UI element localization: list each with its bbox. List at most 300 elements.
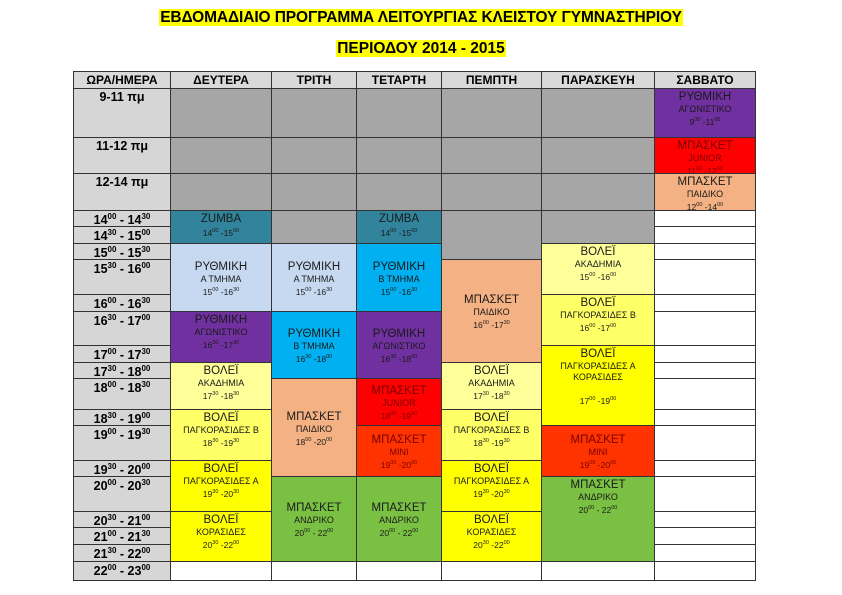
to-minute: 30 — [233, 286, 240, 293]
time-slot — [73, 378, 171, 410]
dash: - — [116, 530, 128, 545]
start-hour: 14 — [93, 213, 108, 227]
from-minute: 00 — [389, 528, 396, 535]
activity-group: MINI — [588, 447, 608, 458]
to-hour: 22 — [601, 504, 612, 515]
empty-slot — [356, 561, 442, 581]
activity-block[interactable] — [356, 378, 442, 426]
from-hour: 14 — [380, 227, 391, 238]
dash: - — [488, 488, 495, 499]
from-hour: 18 — [295, 436, 306, 447]
start-hour: 16 — [93, 297, 108, 312]
activity-name: ΒΟΛΕΪ — [580, 348, 616, 360]
end-hour: 18 — [127, 381, 142, 396]
end-minute: 30 — [141, 212, 151, 221]
start-minute: 30 — [107, 261, 117, 270]
end-hour: 17 — [127, 348, 142, 363]
dash: - — [594, 504, 602, 515]
activity-block[interactable] — [170, 210, 272, 244]
activity-block[interactable] — [170, 409, 272, 461]
to-minute: 00 — [716, 166, 723, 172]
from-hour: 18 — [202, 437, 213, 448]
activity-block[interactable] — [170, 460, 272, 512]
from-minute: 30 — [212, 391, 219, 397]
to-hour: 16 — [316, 286, 327, 297]
activity-group: ΠΑΙΔΙΚΟ — [295, 423, 333, 434]
empty-slot — [170, 561, 272, 581]
time-label — [94, 563, 151, 578]
column-header-3: ΤΕΤΑΡΤΗ — [356, 71, 442, 89]
end-minute: 30 — [141, 245, 151, 254]
to-minute: 00 — [610, 323, 617, 329]
activity-time — [473, 436, 509, 448]
time-slot — [73, 425, 171, 461]
to-hour: 16 — [223, 286, 234, 297]
activity-block[interactable] — [541, 425, 655, 477]
activity-time — [296, 285, 332, 297]
dash: - — [116, 463, 128, 477]
to-hour: 20 — [223, 488, 234, 499]
to-hour: 16 — [401, 286, 412, 297]
activity-name: ΡΥΘΜΙΚΗ — [194, 314, 248, 326]
start-minute: 30 — [107, 313, 117, 322]
activity-name: ZUMBA — [200, 213, 242, 225]
activity-block[interactable] — [541, 476, 655, 562]
to-minute: 00 — [411, 460, 418, 467]
to-minute: 30 — [503, 391, 510, 397]
dash: - — [488, 390, 495, 401]
activity-group: Β ΤΜΗΜΑ — [293, 341, 335, 352]
from-minute: 30 — [212, 438, 219, 444]
activity-time — [381, 458, 417, 470]
time-slot — [73, 226, 171, 244]
from-minute: 00 — [390, 460, 397, 467]
end-hour: 19 — [127, 428, 142, 443]
activity-group: ΠΑΙΔΙΚΟ — [473, 307, 510, 318]
activity-time — [473, 389, 509, 401]
activity-group: ΠΑΓΚΟΡΑΣΙΔΕΣ Β — [560, 310, 636, 320]
start-hour: 19 — [93, 463, 108, 477]
to-minute: 30 — [233, 489, 240, 495]
activity-time — [473, 538, 509, 550]
end-hour: 16 — [127, 262, 142, 277]
activity-time — [473, 318, 509, 330]
to-minute: 30 — [411, 286, 418, 293]
activity-name: ΒΟΛΕΪ — [580, 246, 616, 258]
from-minute: 00 — [304, 528, 311, 535]
from-hour: 16 — [202, 339, 213, 350]
empty-slot — [441, 561, 542, 581]
to-hour: 22 — [494, 539, 504, 550]
dash: - — [311, 286, 317, 297]
to-minute: 30 — [233, 340, 240, 346]
column-header-0: ΩΡΑ/ΗΜΕΡΑ — [73, 71, 171, 89]
activity-block[interactable] — [441, 511, 542, 562]
dash: - — [116, 479, 128, 494]
dash: - — [396, 353, 402, 364]
activity-block[interactable] — [271, 311, 357, 379]
time-label — [94, 261, 151, 276]
activity-name: ΒΟΛΕΪ — [474, 463, 509, 475]
from-hour: 15 — [202, 286, 213, 297]
unavailable-slot — [170, 88, 272, 138]
activity-time — [295, 526, 334, 538]
dash: - — [702, 201, 708, 211]
from-minute: 30 — [482, 540, 489, 546]
activity-group: ΠΑΓΚΟΡΑΣΙΔΕΣ Α — [183, 476, 259, 486]
to-hour: 17 — [494, 319, 504, 330]
activity-block[interactable] — [654, 137, 756, 174]
to-hour: 17 — [223, 339, 234, 350]
dash: - — [488, 539, 495, 550]
empty-slot — [654, 511, 756, 528]
unavailable-slot — [271, 173, 357, 211]
activity-group: ΑΓΩΝΙΣΤΙΚΟ — [194, 327, 248, 337]
activity-time — [203, 285, 239, 297]
to-hour: 20 — [600, 459, 611, 470]
empty-slot — [271, 561, 357, 581]
from-hour: 17 — [202, 390, 213, 401]
dash: - — [311, 436, 317, 447]
end-hour: 23 — [127, 564, 142, 579]
activity-time — [580, 458, 616, 470]
activity-time — [203, 487, 239, 499]
start-minute: 00 — [107, 296, 117, 305]
end-minute: 30 — [141, 296, 151, 305]
time-label — [94, 313, 151, 328]
empty-slot — [541, 561, 655, 581]
activity-group: Α ΤΜΗΜΑ — [293, 273, 335, 284]
to-minute: 00 — [610, 460, 617, 467]
start-hour: 15 — [93, 262, 108, 277]
activity-block[interactable] — [170, 362, 272, 410]
activity-block[interactable] — [271, 378, 357, 477]
activity-name: ΒΟΛΕΪ — [203, 412, 239, 424]
activity-block[interactable] — [170, 311, 272, 363]
time-label — [94, 347, 151, 362]
from-hour: 14 — [202, 227, 213, 238]
activity-block[interactable] — [356, 476, 442, 562]
column-header-1: ΔΕΥΤΕΡΑ — [170, 71, 272, 89]
activity-block[interactable] — [356, 243, 442, 312]
end-hour: 15 — [127, 229, 142, 244]
to-hour: 18 — [316, 353, 327, 364]
dash: - — [218, 227, 224, 238]
to-hour: 20 — [316, 436, 327, 447]
to-hour: 14 — [707, 201, 718, 211]
time-label — [94, 212, 151, 227]
activity-name: ΒΟΛΕΪ — [474, 514, 509, 526]
to-minute: 00 — [411, 228, 418, 234]
activity-time — [203, 436, 239, 448]
dash: - — [116, 547, 128, 562]
from-minute: 30 — [482, 391, 489, 397]
time-label — [94, 380, 151, 395]
from-hour: 15 — [579, 271, 590, 282]
activity-group: JUNIOR — [382, 398, 416, 409]
time-label: 12-14 πμ — [95, 175, 149, 189]
time-slot — [73, 409, 171, 426]
start-hour: 14 — [93, 229, 108, 244]
activity-block[interactable] — [271, 243, 357, 312]
activity-block[interactable] — [441, 362, 542, 410]
dash: - — [218, 390, 224, 401]
activity-time — [689, 115, 720, 127]
to-hour: 18 — [494, 390, 504, 401]
dash: - — [595, 395, 601, 406]
time-slot — [73, 137, 171, 174]
empty-slot — [654, 460, 756, 477]
from-hour: 15 — [295, 286, 306, 297]
to-hour: 19 — [600, 395, 611, 406]
from-minute: 30 — [212, 489, 219, 495]
empty-slot — [654, 378, 756, 410]
unavailable-slot — [356, 137, 442, 174]
from-hour: 16 — [473, 319, 483, 330]
start-minute: 00 — [107, 529, 117, 538]
end-hour: 15 — [127, 246, 142, 260]
activity-group: ΑΝΔΡΙΚΟ — [379, 515, 419, 526]
from-hour: 18 — [380, 410, 391, 421]
activity-name: ZUMBA — [378, 213, 420, 225]
activity-block[interactable] — [541, 294, 655, 346]
from-minute: 30 — [212, 340, 219, 346]
activity-block[interactable] — [170, 511, 272, 562]
end-minute: 30 — [141, 427, 151, 436]
activity-group: ΠΑΓΚΟΡΑΣΙΔΕΣ Β — [183, 425, 259, 435]
column-header-6: ΣΑΒΒΑΤΟ — [654, 71, 756, 89]
time-slot — [73, 561, 171, 581]
activity-group: Β ΤΜΗΜΑ — [378, 273, 420, 284]
activity-name: ΡΥΘΜΙΚΗ — [194, 260, 248, 273]
time-slot — [73, 476, 171, 512]
dash: - — [116, 314, 128, 329]
to-minute: 30 — [503, 320, 510, 327]
from-hour: 16 — [380, 353, 391, 364]
time-slot — [73, 527, 171, 545]
to-minute: 00 — [233, 540, 240, 546]
activity-block[interactable] — [271, 476, 357, 562]
to-hour: 18 — [401, 353, 412, 364]
spacer — [597, 383, 600, 394]
to-minute: 00 — [326, 354, 333, 361]
dash: - — [116, 213, 128, 227]
to-hour: 17 — [600, 322, 611, 333]
activity-block[interactable] — [356, 210, 442, 244]
empty-slot — [654, 210, 756, 227]
empty-slot — [654, 226, 756, 244]
activity-block[interactable] — [541, 243, 655, 295]
start-minute: 00 — [107, 245, 117, 254]
dash: - — [218, 286, 224, 297]
unavailable-slot — [541, 137, 655, 174]
activity-block[interactable] — [541, 345, 655, 426]
activity-block[interactable] — [356, 311, 442, 379]
start-hour: 21 — [93, 530, 108, 545]
activity-block[interactable] — [170, 243, 272, 312]
activity-group: ΑΚΑΔΗΜΙΑ — [197, 378, 245, 388]
activity-group: JUNIOR — [688, 153, 722, 163]
unavailable-slot — [441, 88, 542, 138]
empty-slot — [654, 362, 756, 379]
from-minute: 00 — [482, 320, 489, 327]
activity-block[interactable] — [441, 409, 542, 461]
unavailable-slot — [271, 137, 357, 174]
unavailable-slot — [356, 173, 442, 211]
activity-group: ΑΓΩΝΙΣΤΙΚΟ — [678, 104, 732, 114]
time-label — [94, 245, 151, 260]
activity-name: ΜΠΑΣΚΕΤ — [371, 434, 427, 447]
time-label: 9-11 πμ — [99, 90, 145, 104]
activity-name: ΡΥΘΜΙΚΗ — [372, 328, 426, 341]
activity-name: ΜΠΑΣΚΕΤ — [371, 385, 427, 398]
to-hour: 16 — [600, 271, 611, 282]
from-minute: 00 — [589, 272, 596, 278]
dash: - — [488, 437, 495, 448]
activity-group: ΑΚΑΔΗΜΙΑ — [574, 259, 622, 269]
from-hour: 19 — [202, 488, 213, 499]
activity-time — [473, 487, 509, 499]
time-label — [94, 546, 151, 561]
from-hour: 17 — [473, 390, 483, 401]
dash: - — [116, 262, 128, 277]
activity-time — [687, 200, 723, 211]
activity-block[interactable] — [441, 259, 542, 363]
empty-slot — [654, 345, 756, 363]
start-minute: 00 — [107, 347, 117, 356]
activity-name: ΡΥΘΜΙΚΗ — [287, 260, 341, 273]
dash: - — [116, 365, 128, 379]
to-hour: 15 — [401, 227, 412, 238]
to-minute: 00 — [411, 354, 418, 361]
to-hour: 22 — [402, 527, 413, 538]
activity-group: ΑΝΔΡΙΚΟ — [294, 515, 334, 526]
activity-group: ΑΚΑΔΗΜΙΑ — [468, 378, 515, 388]
start-hour: 16 — [93, 314, 108, 329]
empty-slot — [654, 409, 756, 426]
from-minute: 00 — [212, 286, 219, 293]
start-minute: 30 — [107, 411, 117, 420]
start-hour: 17 — [93, 365, 108, 379]
start-minute: 30 — [107, 364, 117, 373]
dash: - — [218, 488, 224, 499]
activity-name: ΜΠΑΣΚΕΤ — [677, 140, 733, 152]
to-minute: 00 — [611, 505, 618, 511]
from-hour: 19 — [380, 459, 391, 470]
dash: - — [218, 539, 224, 550]
from-minute: 00 — [589, 460, 596, 467]
from-minute: 00 — [694, 117, 701, 123]
start-minute: 30 — [107, 462, 117, 471]
activity-block[interactable] — [441, 460, 542, 512]
time-slot — [73, 511, 171, 528]
from-minute: 00 — [390, 286, 397, 293]
end-minute: 00 — [141, 411, 151, 420]
end-hour: 20 — [127, 479, 142, 494]
activity-name: ΜΠΑΣΚΕΤ — [570, 434, 626, 447]
dash: - — [116, 229, 128, 244]
time-slot — [73, 259, 171, 295]
from-hour: 9 — [689, 116, 695, 127]
to-hour: 22 — [317, 527, 328, 538]
time-label — [94, 462, 151, 477]
activity-name: ΒΟΛΕΪ — [203, 514, 239, 526]
from-hour: 16 — [295, 353, 306, 364]
title-period: ΠΕΡΙΟΔΟΥ 2014 - 2015 — [337, 40, 505, 57]
end-hour: 16 — [127, 297, 142, 312]
dash: - — [488, 319, 495, 330]
time-slot — [73, 173, 171, 211]
activity-group: ΑΝΔΡΙΚΟ — [578, 492, 618, 502]
activity-group: Α ΤΜΗΜΑ — [200, 273, 242, 284]
activity-time — [580, 321, 616, 333]
start-hour: 21 — [93, 547, 108, 562]
start-minute: 00 — [107, 380, 117, 389]
start-hour: 19 — [93, 428, 108, 443]
to-minute: 30 — [233, 391, 240, 397]
from-minute: 00 — [212, 228, 219, 234]
dash: - — [116, 381, 128, 396]
activity-name: ΡΥΘΜΙΚΗ — [372, 260, 426, 273]
activity-group: ΠΑΓΚΟΡΑΣΙΔΕΣ Β — [453, 425, 530, 435]
activity-time — [296, 435, 332, 447]
end-minute: 30 — [141, 529, 151, 538]
from-minute: 30 — [305, 354, 312, 361]
column-header-2: ΤΡΙΤΗ — [271, 71, 357, 89]
dash: - — [116, 412, 128, 426]
activity-group: ΠΑΙΔΙΚΟ — [686, 189, 724, 199]
activity-name: ΒΟΛΕΪ — [474, 365, 509, 377]
activity-time — [203, 389, 239, 401]
dash: - — [396, 410, 402, 421]
to-hour: 15 — [223, 227, 234, 238]
unavailable-slot — [541, 88, 655, 138]
start-hour: 15 — [93, 246, 108, 260]
activity-name: ΡΥΘΜΙΚΗ — [287, 328, 341, 341]
end-hour: 17 — [127, 314, 142, 329]
from-hour: 18 — [473, 437, 483, 448]
dash: - — [218, 339, 224, 350]
activity-block[interactable] — [654, 88, 756, 138]
to-hour: 22 — [223, 539, 234, 550]
dash: - — [700, 116, 706, 127]
end-minute: 30 — [141, 478, 151, 487]
activity-time — [381, 409, 417, 421]
unavailable-slot — [441, 137, 542, 174]
start-minute: 30 — [107, 546, 117, 555]
from-hour: 20 — [473, 539, 483, 550]
end-hour: 22 — [127, 547, 142, 562]
start-minute: 00 — [107, 427, 117, 436]
activity-block[interactable] — [654, 173, 756, 211]
activity-block[interactable] — [356, 425, 442, 477]
empty-slot — [654, 561, 756, 581]
time-label: 11-12 πμ — [96, 139, 148, 153]
to-hour: 11 — [705, 116, 715, 127]
start-hour: 20 — [93, 479, 108, 494]
start-hour: 17 — [93, 348, 108, 363]
from-hour: 17 — [579, 395, 590, 406]
time-label — [94, 296, 151, 311]
end-hour: 18 — [127, 365, 142, 379]
activity-time — [203, 338, 239, 350]
activity-name: ΜΠΑΣΚΕΤ — [570, 479, 626, 491]
time-label — [94, 513, 151, 528]
from-minute: 00 — [305, 286, 312, 293]
from-hour: 19 — [473, 488, 483, 499]
end-minute: 00 — [141, 228, 151, 237]
time-label — [94, 478, 151, 493]
